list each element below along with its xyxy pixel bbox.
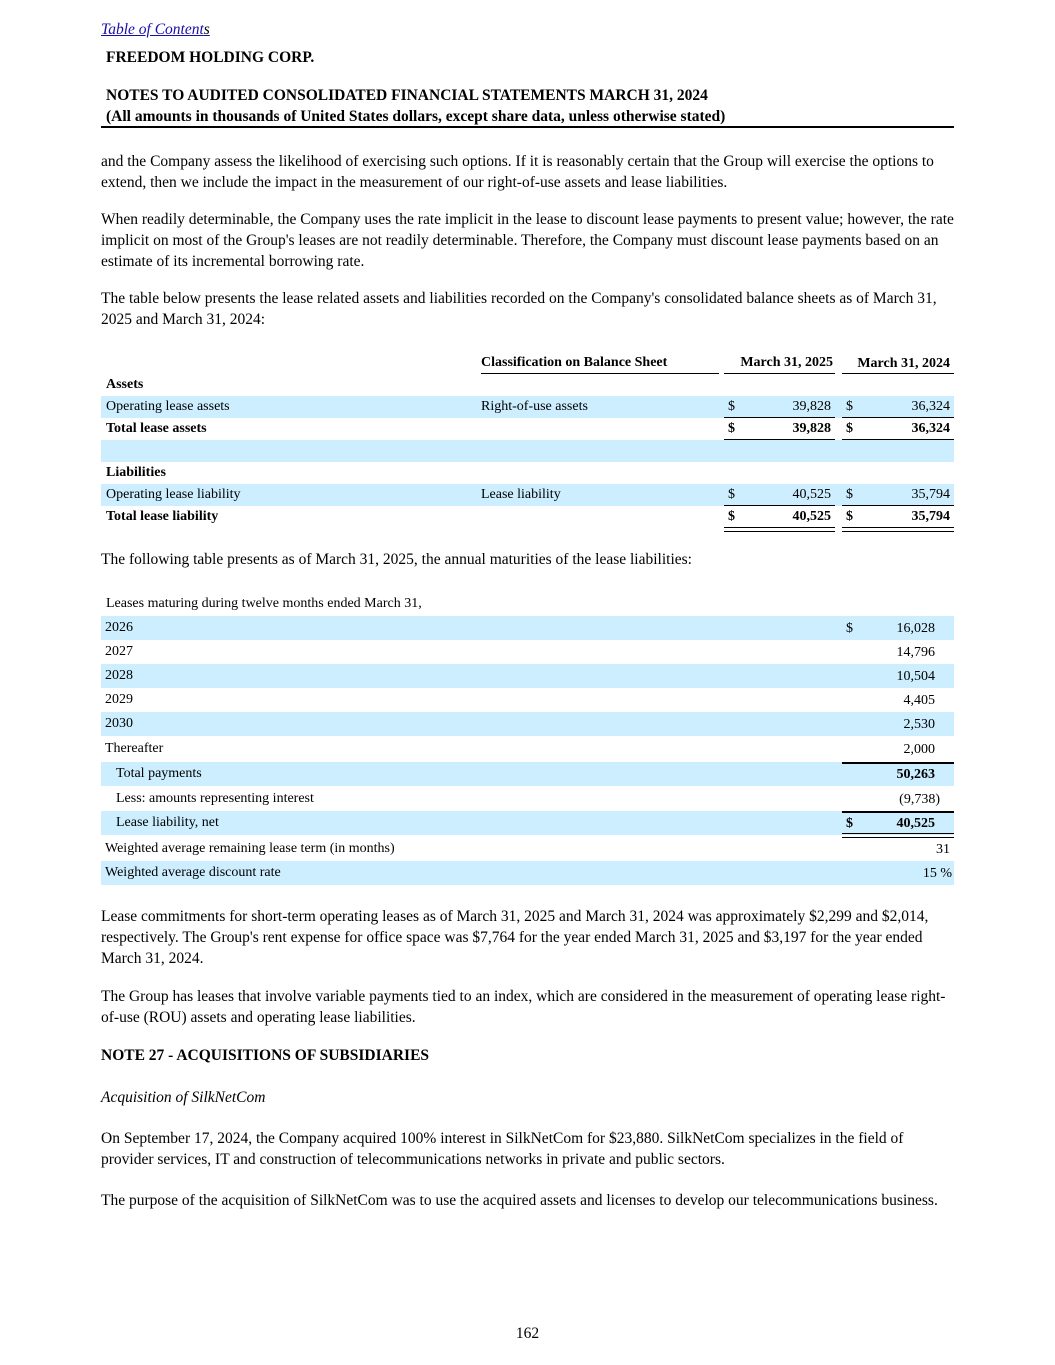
row-label: 2029: [105, 692, 133, 707]
value-2024: 35,794: [911, 487, 950, 502]
row-label: 2026: [105, 620, 133, 635]
currency-symbol: $: [846, 816, 853, 831]
row-value: 15 %: [922, 866, 952, 881]
row-label: Weighted average remaining lease term (in months): [105, 841, 395, 856]
notes-title-line1: NOTES TO AUDITED CONSOLIDATED FINANCIAL STATEMENTS MARCH 31, 2024: [106, 87, 708, 104]
row-label: Operating lease liability: [106, 487, 241, 502]
header-divider: [101, 126, 954, 128]
row-value: 14,796: [896, 645, 935, 660]
currency-symbol: $: [846, 421, 853, 436]
value-2024: 35,794: [911, 509, 950, 524]
cell-2024: [842, 396, 954, 418]
maturity-caption-row: [101, 592, 954, 616]
value-2024: 36,324: [911, 399, 950, 414]
table-row: [101, 737, 954, 761]
row-value: 10,504: [896, 669, 935, 684]
header-march-2024: [842, 350, 954, 374]
currency-symbol: $: [728, 421, 735, 436]
row-classification: Lease liability: [481, 487, 561, 502]
toc-link-tail: s: [203, 21, 210, 38]
table-row: [101, 861, 954, 885]
row-value: 4,405: [903, 693, 935, 708]
section-liabilities: [101, 462, 954, 484]
row-label: Lease liability, net: [116, 815, 219, 830]
cell-2024: [842, 506, 954, 528]
currency-symbol: $: [728, 399, 735, 414]
notes-title-line2: (All amounts in thousands of United States dollars, except share data, unless otherwise stated): [106, 108, 726, 125]
cell-2025: [724, 484, 835, 506]
paragraph-table-intro: The table below presents the lease related assets and liabilities recorded on the Company's consolidated balance sheets as of March 31, 2025 and March 31, 2024:: [101, 290, 937, 328]
table-row-subtotal: [101, 762, 954, 786]
paragraph-silknetcom-acquisition: On September 17, 2024, the Company acquired 100% interest in SilkNetCom for $23,880. SilkNetCom specializes in the field of provider services, IT and construction of telecommunications networks in private and public sectors.: [101, 1130, 904, 1168]
row-label: Thereafter: [105, 741, 164, 756]
currency-symbol: $: [846, 509, 853, 524]
currency-symbol: $: [728, 509, 735, 524]
spacer-row: [101, 440, 954, 462]
row-label: Weighted average discount rate: [105, 865, 281, 880]
table-row-total: [101, 506, 954, 528]
paragraph-acquisition-purpose: The purpose of the acquisition of SilkNetCom was to use the acquired assets and licenses to develop our telecommunications business.: [101, 1192, 938, 1209]
row-label: Total payments: [116, 766, 202, 781]
value-2025: 39,828: [792, 399, 831, 414]
table-row: [101, 616, 954, 640]
paragraph-short-term-commitments: Lease commitments for short-term operating leases as of March 31, 2025 and March 31, 2024 was approximately $2,299 and $2,014, respectively. The Group's rent expense for office space was $7,764 for the year ended March 31, 2025 and $3,197 for the year ended March 31, 2024.: [101, 908, 929, 967]
table-row: [101, 712, 954, 736]
row-value: 31: [936, 842, 950, 857]
currency-symbol: $: [846, 487, 853, 502]
row-label: 2030: [105, 716, 133, 731]
table-row: [101, 640, 954, 664]
paragraph-discount-rate: When readily determinable, the Company uses the rate implicit in the lease to discount lease payments to present value; however, the rate implicit on most of the Group's leases are not readily determinable. Therefore, the Company must discount lease payments based on an estimate of its incremental borrowing rate.: [101, 211, 954, 270]
row-value: 2,000: [903, 742, 935, 757]
header-2024-label: March 31, 2024: [857, 356, 950, 371]
liabilities-label: Liabilities: [106, 465, 166, 480]
value-2025: 40,525: [792, 487, 831, 502]
row-value: 2,530: [903, 717, 935, 732]
table-row: [101, 484, 954, 506]
row-value: 16,028: [896, 621, 935, 636]
header-march-2025: [724, 350, 835, 374]
table-row: [101, 837, 954, 861]
acquisition-subheading: Acquisition of SilkNetCom: [101, 1089, 266, 1106]
row-value: 50,263: [896, 767, 935, 782]
row-label: Total lease assets: [106, 421, 207, 436]
total-double-underline: [842, 527, 954, 532]
paragraph-variable-payments: The Group has leases that involve variable payments tied to an index, which are considered in the measurement of operating lease right-of-use (ROU) assets and operating lease liabilities.: [101, 988, 946, 1026]
note-27-heading: NOTE 27 - ACQUISITIONS OF SUBSIDIARIES: [101, 1047, 430, 1064]
header-2025-label: March 31, 2025: [740, 355, 833, 370]
row-label: 2027: [105, 644, 133, 659]
total-double-underline: [724, 527, 835, 532]
cell-2025: [724, 396, 835, 418]
page-number: 162: [515, 1325, 540, 1342]
paragraph-maturities-intro: The following table presents as of March 31, 2025, the annual maturities of the lease liabilities:: [101, 551, 692, 568]
currency-symbol: $: [846, 621, 853, 636]
notes-title: [106, 85, 725, 127]
value-2025: 39,828: [792, 421, 831, 436]
cell-2025: [724, 506, 835, 528]
currency-symbol: $: [728, 487, 735, 502]
row-label: 2028: [105, 668, 133, 683]
assets-label: Assets: [106, 377, 144, 392]
header-classification: [481, 350, 719, 374]
company-name: FREEDOM HOLDING CORP.: [106, 49, 315, 66]
cell-2024: [842, 418, 954, 440]
row-label: Less: amounts representing interest: [116, 791, 314, 806]
section-assets: [101, 374, 954, 396]
toc-link-text[interactable]: Table of Content: [101, 21, 204, 38]
currency-symbol: $: [846, 399, 853, 414]
table-row: [101, 664, 954, 688]
value-2024: 36,324: [911, 421, 950, 436]
cell-2025: [724, 418, 835, 440]
cell-2024: [842, 484, 954, 506]
maturity-caption: Leases maturing during twelve months ended March 31,: [106, 596, 422, 611]
table-row: [101, 787, 954, 811]
table-row: [101, 688, 954, 712]
row-value: 40,525: [896, 816, 935, 831]
table-row: [101, 396, 954, 418]
value-2025: 40,525: [792, 509, 831, 524]
table-row-total: [101, 811, 954, 835]
row-classification: Right-of-use assets: [481, 399, 588, 414]
header-classification-label: Classification on Balance Sheet: [481, 355, 668, 370]
row-label: Operating lease assets: [106, 399, 230, 414]
paragraph-extend-options: and the Company assess the likelihood of exercising such options. If it is reasonably certain that the Group will exercise the options to extend, then we include the impact in the measurement of our right-of-use assets and lease liabilities.: [101, 153, 934, 191]
table-of-contents-link[interactable]: [101, 19, 210, 40]
row-value: (9,738): [899, 792, 940, 807]
row-label: Total lease liability: [106, 509, 219, 524]
table-row-total: [101, 418, 954, 440]
